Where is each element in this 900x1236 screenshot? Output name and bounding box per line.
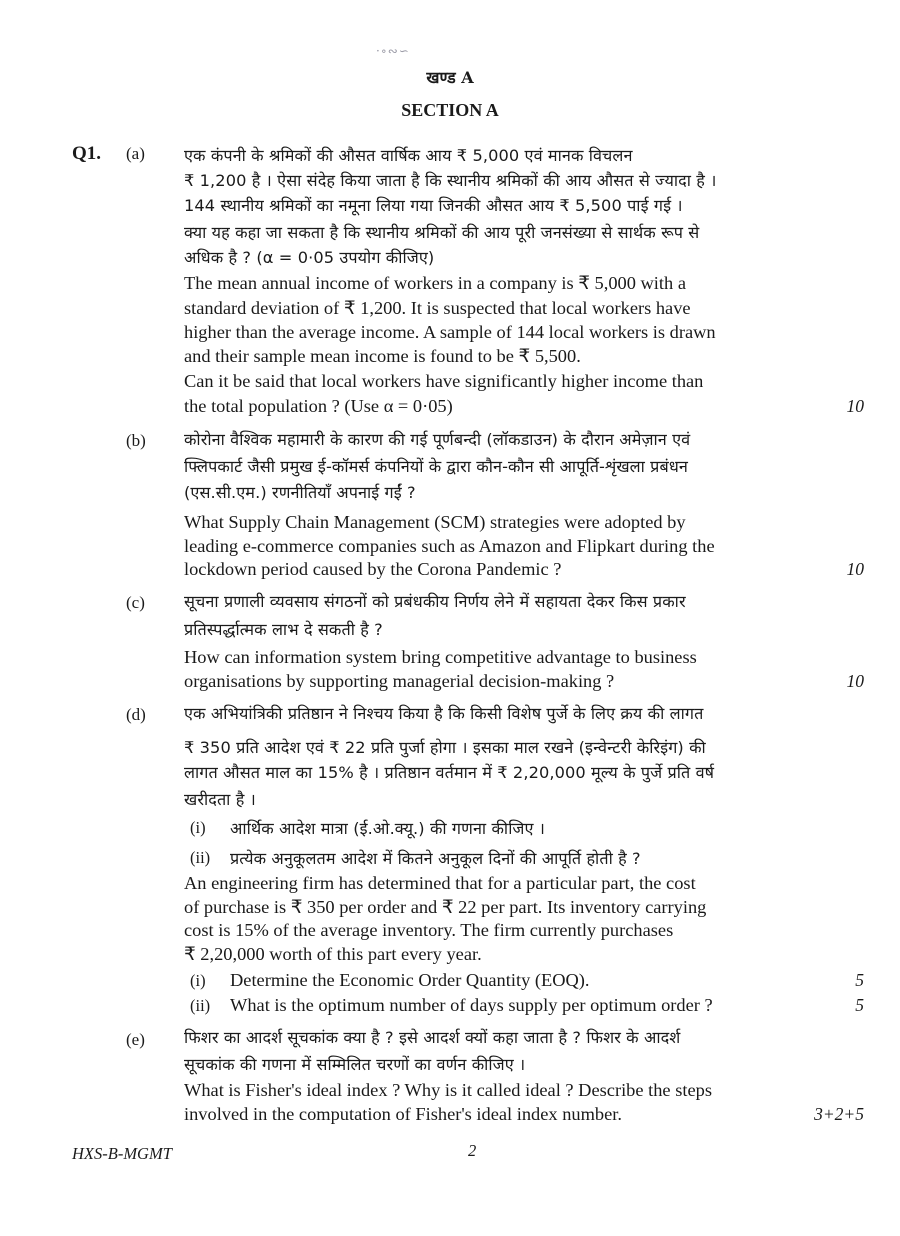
part-e-marks: 3+2+5 — [814, 1104, 864, 1124]
part-d-label: (d) — [126, 705, 146, 724]
part-c-label: (c) — [126, 593, 145, 612]
part-d-hindi-sub-text: प्रत्येक अनुकूलतम आदेश में कितने अनुकूल दिनों की आपूर्ति होती है ? — [230, 849, 641, 868]
part-a-english-line: higher than the average income. A sample of 144 local workers is drawn — [184, 322, 716, 342]
part-b-english-line: lockdown period caused by the Corona Pandemic ? — [184, 559, 562, 579]
part-d-hindi-line: ₹ 350 प्रति आदेश एवं ₹ 22 प्रति पुर्जा होगा । इसका माल रखने (इन्वेन्टरी केरिइंग) की — [184, 738, 706, 757]
question-number: Q1. — [72, 143, 102, 164]
part-b-hindi-line: कोरोना वैश्विक महामारी के कारण की गई पूर्णबन्दी (लॉकडाउन) के दौरान अमेज़ान एवं — [184, 430, 691, 449]
part-c-english-line: How can information system bring competitive advantage to business — [184, 647, 697, 667]
part-a-english-line: Can it be said that local workers have significantly higher income than — [184, 371, 704, 391]
part-c-english-line: organisations by supporting managerial decision-making ? — [184, 671, 615, 691]
part-e-hindi-line: सूचकांक की गणना में सम्मिलित चरणों का वर्णन कीजिए । — [184, 1055, 526, 1074]
part-d-hindi-sub-text: आर्थिक आदेश मात्रा (ई.ओ.क्यू.) की गणना कीजिए । — [230, 819, 546, 838]
page-number: 2 — [468, 1141, 477, 1160]
part-d-english-sub-text: Determine the Economic Order Quantity (EOQ). — [230, 970, 590, 990]
part-a-english-line: the total population ? (Use α = 0·05) — [184, 396, 453, 416]
part-d-english-sub-label: (ii) — [190, 996, 211, 1015]
part-d-hindi-line: लागत औसत माल का 15% है । प्रतिष्ठान वर्तमान में ₹ 2,20,000 मूल्य के पुर्जे प्रति वर्ष — [184, 763, 715, 782]
part-d-english-line: An engineering firm has determined that for a particular part, the cost — [184, 873, 696, 893]
part-a-hindi-line: एक कंपनी के श्रमिकों की औसत वार्षिक आय ₹ 5,000 एवं मानक विचलन — [184, 146, 633, 165]
part-e-english-line: involved in the computation of Fisher's ideal index number. — [184, 1104, 622, 1124]
section-heading: SECTION A — [401, 100, 499, 120]
part-c-hindi-line: सूचना प्रणाली व्यवसाय संगठनों को प्रबंधकीय निर्णय लेने में सहायता देकर किस प्रकार — [184, 592, 686, 611]
part-e-english-line: What is Fisher's ideal index ? Why is it called ideal ? Describe the steps — [184, 1080, 712, 1100]
part-a-label: (a) — [126, 144, 145, 163]
part-a-hindi-line: क्या यह कहा जा सकता है कि स्थानीय श्रमिकों की आय पूरी जनसंख्या से सार्थक रूप से — [184, 223, 700, 242]
part-d-english-line: cost is 15% of the average inventory. The firm currently purchases — [184, 920, 674, 940]
part-c-marks: 10 — [846, 671, 864, 691]
paper-code: HXS-B-MGMT — [72, 1144, 172, 1163]
part-b-marks: 10 — [846, 559, 864, 579]
part-e-label: (e) — [126, 1030, 145, 1049]
part-b-english-line: leading e-commerce companies such as Amazon and Flipkart during the — [184, 536, 715, 556]
part-b-english-line: What Supply Chain Management (SCM) strategies were adopted by — [184, 512, 686, 532]
part-d-i-marks: 5 — [855, 970, 864, 990]
part-a-english-line: standard deviation of ₹ 1,200. It is suspected that local workers have — [184, 298, 691, 318]
part-d-hindi-sub-label: (ii) — [190, 848, 211, 867]
part-e-hindi-line: फिशर का आदर्श सूचकांक क्या है ? इसे आदर्श क्यों कहा जाता है ? फिशर के आदर्श — [184, 1028, 681, 1047]
part-b-hindi-line: (एस.सी.एम.) रणनीतियाँ अपनाई गईं ? — [184, 483, 416, 502]
khand-heading: खण्ड A — [426, 68, 474, 87]
part-d-hindi-sub-label: (i) — [190, 818, 206, 837]
part-a-english-line: The mean annual income of workers in a company is ₹ 5,000 with a — [184, 273, 686, 293]
part-b-hindi-line: फ्लिपकार्ट जैसी प्रमुख ई-कॉमर्स कंपनियों के द्वारा कौन-कौन सी आपूर्ति-शृंखला प्रबंधन — [184, 457, 688, 476]
part-d-english-sub-label: (i) — [190, 971, 206, 990]
part-d-hindi-line: एक अभियांत्रिकी प्रतिष्ठान ने निश्चय किया है कि किसी विशेष पुर्जे के लिए क्रय की लागत — [184, 704, 704, 723]
part-d-english-line: ₹ 2,20,000 worth of this part every year. — [184, 944, 482, 964]
part-b-label: (b) — [126, 431, 146, 450]
part-a-hindi-line: अधिक है ? (α = 0·05 उपयोग कीजिए) — [184, 248, 435, 267]
part-a-hindi-line: ₹ 1,200 है । ऐसा संदेह किया जाता है कि स्थानीय श्रमिकों की आय औसत से ज्यादा है । — [184, 171, 717, 190]
part-a-english-line: and their sample mean income is found to be ₹ 5,500. — [184, 346, 581, 366]
part-d-ii-marks: 5 — [855, 995, 864, 1015]
part-d-hindi-line: खरीदता है । — [184, 790, 256, 809]
scan-smudge: ·∘∾∽ — [376, 44, 410, 58]
part-d-english-sub-text: What is the optimum number of days supply per optimum order ? — [230, 995, 713, 1015]
part-d-english-line: of purchase is ₹ 350 per order and ₹ 22 per part. Its inventory carrying — [184, 897, 707, 917]
part-a-hindi-line: 144 स्थानीय श्रमिकों का नमूना लिया गया जिनकी औसत आय ₹ 5,500 पाई गई । — [184, 196, 683, 215]
part-c-hindi-line: प्रतिस्पर्द्धात्मक लाभ दे सकती है ? — [184, 620, 383, 639]
part-a-marks: 10 — [846, 396, 864, 416]
